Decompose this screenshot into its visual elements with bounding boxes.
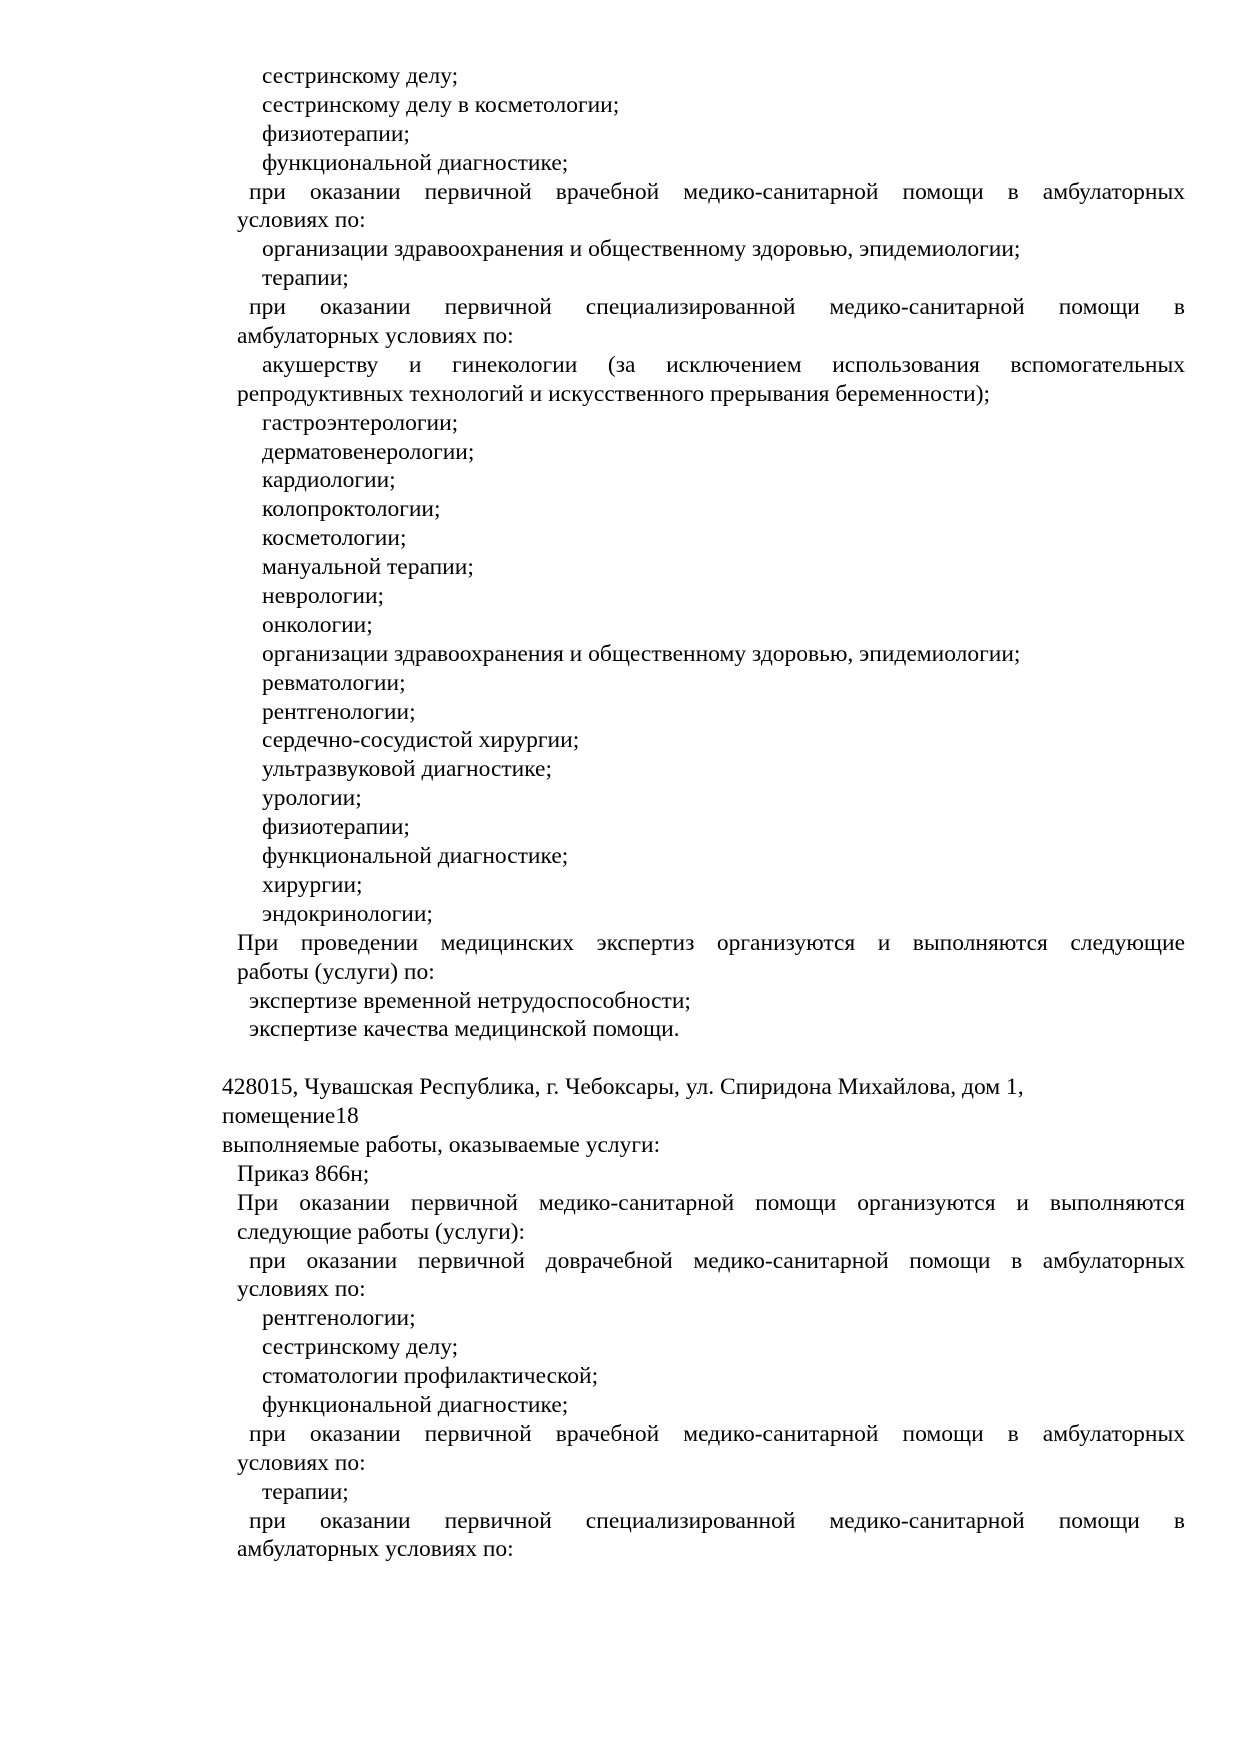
list-item: рентгенологии; bbox=[262, 698, 416, 725]
list-item: дерматовенерологии; bbox=[262, 438, 475, 465]
section-heading-cont: амбулаторных условиях по: bbox=[237, 1536, 514, 1563]
list-item: сестринскому делу; bbox=[262, 1334, 459, 1361]
list-item: физиотерапии; bbox=[262, 814, 410, 841]
document-page bbox=[0, 62, 1241, 1564]
section-heading-cont: следующие работы (услуги): bbox=[237, 1218, 526, 1245]
list-item: хирургии; bbox=[262, 871, 363, 898]
list-item: косметологии; bbox=[262, 525, 407, 552]
list-item: экспертизе качества медицинской помощи. bbox=[249, 1016, 680, 1043]
section-heading: При проведении медицинских экспертиз организуются и выполняются следующие bbox=[237, 929, 1185, 956]
list-item: акушерству и гинекологии (за исключением использования вспомогательных bbox=[262, 351, 1185, 378]
list-item: сестринскому делу в косметологии; bbox=[262, 91, 620, 118]
list-item: экспертизе временной нетрудоспособности; bbox=[249, 987, 691, 1014]
section-heading-cont: амбулаторных условиях по: bbox=[237, 323, 514, 350]
list-item: урологии; bbox=[262, 785, 362, 812]
list-item: гастроэнтерологии; bbox=[262, 409, 459, 436]
order-reference: Приказ 866н; bbox=[237, 1160, 370, 1187]
section-heading: при оказании первичной врачебной медико-санитарной помощи в амбулаторных bbox=[249, 178, 1185, 205]
list-item: онкологии; bbox=[262, 611, 373, 638]
list-item: мануальной терапии; bbox=[262, 554, 474, 581]
list-item: организации здравоохранения и общественному здоровью, эпидемиологии; bbox=[262, 236, 1021, 263]
list-item: стоматологии профилактической; bbox=[262, 1363, 599, 1390]
list-item: сестринскому делу; bbox=[262, 63, 459, 89]
section-heading: при оказании первичной специализированной медико-санитарной помощи в bbox=[249, 1507, 1185, 1534]
section-heading-cont: условиях по: bbox=[237, 1449, 366, 1476]
address: 428015, Чувашская Республика, г. Чебоксары, ул. Спиридона Михайлова, дом 1, bbox=[222, 1074, 1024, 1101]
list-item: сердечно-сосудистой хирургии; bbox=[262, 727, 580, 754]
section-heading-cont: работы (услуги) по: bbox=[237, 958, 435, 985]
list-item: эндокринологии; bbox=[262, 900, 433, 927]
list-item: неврологии; bbox=[262, 583, 385, 610]
list-item: рентгенологии; bbox=[262, 1305, 416, 1332]
section-heading: при оказании первичной специализированной медико-санитарной помощи в bbox=[249, 294, 1185, 321]
services-heading: выполняемые работы, оказываемые услуги: bbox=[222, 1131, 661, 1158]
section-heading: при оказании первичной доврачебной медико-санитарной помощи в амбулаторных bbox=[249, 1247, 1185, 1274]
list-item: терапии; bbox=[262, 265, 349, 292]
list-item-cont: репродуктивных технологий и искусственного прерывания беременности); bbox=[237, 380, 991, 407]
section-heading: при оказании первичной врачебной медико-санитарной помощи в амбулаторных bbox=[249, 1420, 1185, 1447]
list-item: колопроктологии; bbox=[262, 496, 441, 523]
list-item: физиотерапии; bbox=[262, 120, 410, 147]
list-item: организации здравоохранения и общественному здоровью, эпидемиологии; bbox=[262, 640, 1021, 667]
section-heading-cont: условиях по: bbox=[237, 207, 366, 234]
list-item: ультразвуковой диагностике; bbox=[262, 756, 553, 783]
section-heading: При оказании первичной медико-санитарной помощи организуются и выполняются bbox=[237, 1189, 1185, 1216]
list-item: терапии; bbox=[262, 1478, 349, 1505]
list-item: функциональной диагностике; bbox=[262, 1391, 569, 1418]
spacer bbox=[0, 1044, 1241, 1073]
list-item: ревматологии; bbox=[262, 669, 406, 696]
section-heading-cont: условиях по: bbox=[237, 1276, 366, 1303]
list-item: кардиологии; bbox=[262, 467, 396, 494]
list-item: функциональной диагностике; bbox=[262, 149, 569, 176]
address-cont: помещение18 bbox=[222, 1103, 359, 1130]
list-item: функциональной диагностике; bbox=[262, 843, 569, 870]
